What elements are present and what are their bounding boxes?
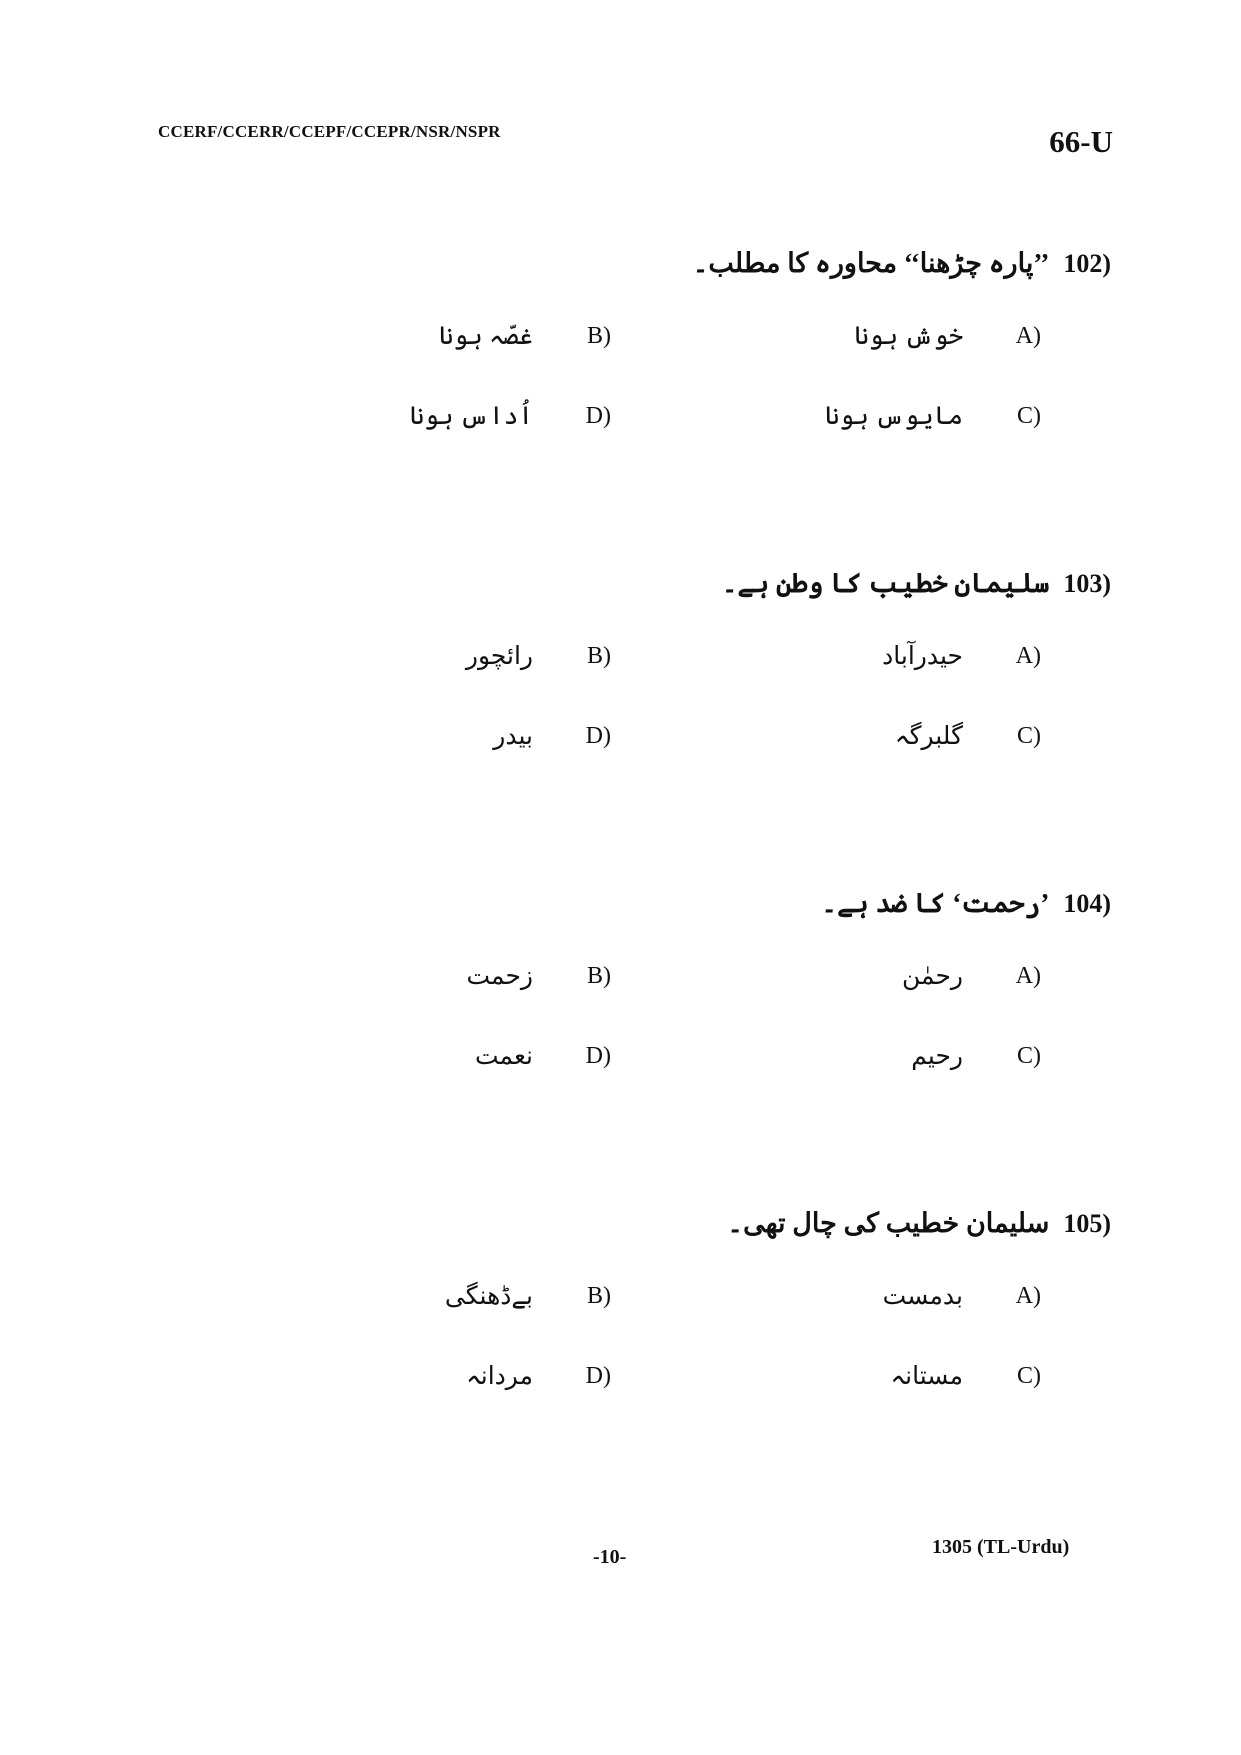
paper-code-footer: 1305 (TL-Urdu) bbox=[932, 1536, 1070, 1558]
option-text: رائچور bbox=[465, 643, 533, 670]
option-text: مستانہ bbox=[890, 1363, 963, 1390]
option-letter: A) bbox=[1015, 322, 1041, 349]
question-number: 102) bbox=[1063, 248, 1111, 278]
option-text: بدمست bbox=[882, 1283, 963, 1310]
question-105 bbox=[0, 1208, 1241, 1468]
option-c bbox=[911, 1036, 1041, 1076]
option-d bbox=[410, 396, 611, 436]
option-letter: C) bbox=[1017, 1362, 1041, 1389]
option-text: زحمت bbox=[466, 963, 533, 990]
question-header bbox=[693, 248, 1111, 279]
option-d bbox=[493, 716, 611, 756]
option-letter: D) bbox=[585, 1362, 611, 1389]
option-d bbox=[466, 1356, 611, 1396]
question-number: 104) bbox=[1063, 888, 1111, 918]
option-letter: D) bbox=[585, 722, 611, 749]
question-text: ’’پارہ چڑھنا‘‘ محاورہ کا مطلب۔ bbox=[692, 248, 1050, 278]
option-a bbox=[882, 636, 1041, 676]
option-letter: A) bbox=[1015, 962, 1041, 989]
question-header bbox=[821, 888, 1111, 919]
question-number: 105) bbox=[1063, 1208, 1111, 1238]
option-letter: C) bbox=[1017, 722, 1041, 749]
option-letter: B) bbox=[587, 642, 611, 669]
question-103 bbox=[0, 568, 1241, 828]
question-text: سلیمان خطیب کا وطن ہے۔ bbox=[721, 568, 1050, 598]
option-text: بیدر bbox=[493, 723, 533, 750]
header-exam-codes: CCERF/CCERR/CCEPF/CCEPR/NSR/NSPR bbox=[158, 122, 501, 141]
option-letter: C) bbox=[1017, 1042, 1041, 1069]
question-text: ’رحمت‘ کا ضد ہے۔ bbox=[821, 888, 1050, 918]
option-c bbox=[891, 1356, 1041, 1396]
question-104 bbox=[0, 888, 1241, 1148]
option-text: خوش ہونا bbox=[854, 323, 963, 350]
page-number: -10- bbox=[593, 1546, 627, 1568]
option-letter: A) bbox=[1015, 1282, 1041, 1309]
option-letter: D) bbox=[585, 1042, 611, 1069]
option-b bbox=[466, 636, 611, 676]
question-header bbox=[722, 568, 1111, 599]
option-b bbox=[466, 956, 611, 996]
option-text: نعمت bbox=[474, 1043, 533, 1070]
option-b bbox=[445, 1276, 611, 1316]
header-paper-code: 66-U bbox=[1049, 124, 1113, 159]
question-header bbox=[727, 1208, 1111, 1239]
option-a bbox=[902, 956, 1041, 996]
question-text: سلیمان خطیب کی چال تھی۔ bbox=[727, 1208, 1050, 1238]
option-text: مایوس ہونا bbox=[824, 403, 963, 430]
option-a bbox=[883, 1276, 1041, 1316]
option-d bbox=[475, 1036, 611, 1076]
option-text: بےڈھنگی bbox=[444, 1283, 533, 1310]
option-letter: B) bbox=[587, 1282, 611, 1309]
option-text: رحمٰن bbox=[901, 963, 963, 990]
option-a bbox=[854, 316, 1041, 356]
option-letter: B) bbox=[587, 962, 611, 989]
option-text: حیدرآباد bbox=[882, 643, 963, 670]
option-b bbox=[439, 316, 611, 356]
option-text: اُداس ہونا bbox=[409, 403, 533, 430]
question-102 bbox=[0, 248, 1241, 508]
option-letter: A) bbox=[1015, 642, 1041, 669]
option-text: رحیم bbox=[911, 1043, 963, 1070]
option-c bbox=[895, 716, 1041, 756]
option-text: غصّہ ہونا bbox=[438, 323, 533, 350]
question-number: 103) bbox=[1063, 568, 1111, 598]
option-letter: D) bbox=[585, 402, 611, 429]
option-c bbox=[825, 396, 1041, 436]
option-text: مردانہ bbox=[466, 1363, 533, 1390]
option-text: گلبرگہ bbox=[894, 723, 963, 750]
option-letter: B) bbox=[587, 322, 611, 349]
option-letter: C) bbox=[1017, 402, 1041, 429]
